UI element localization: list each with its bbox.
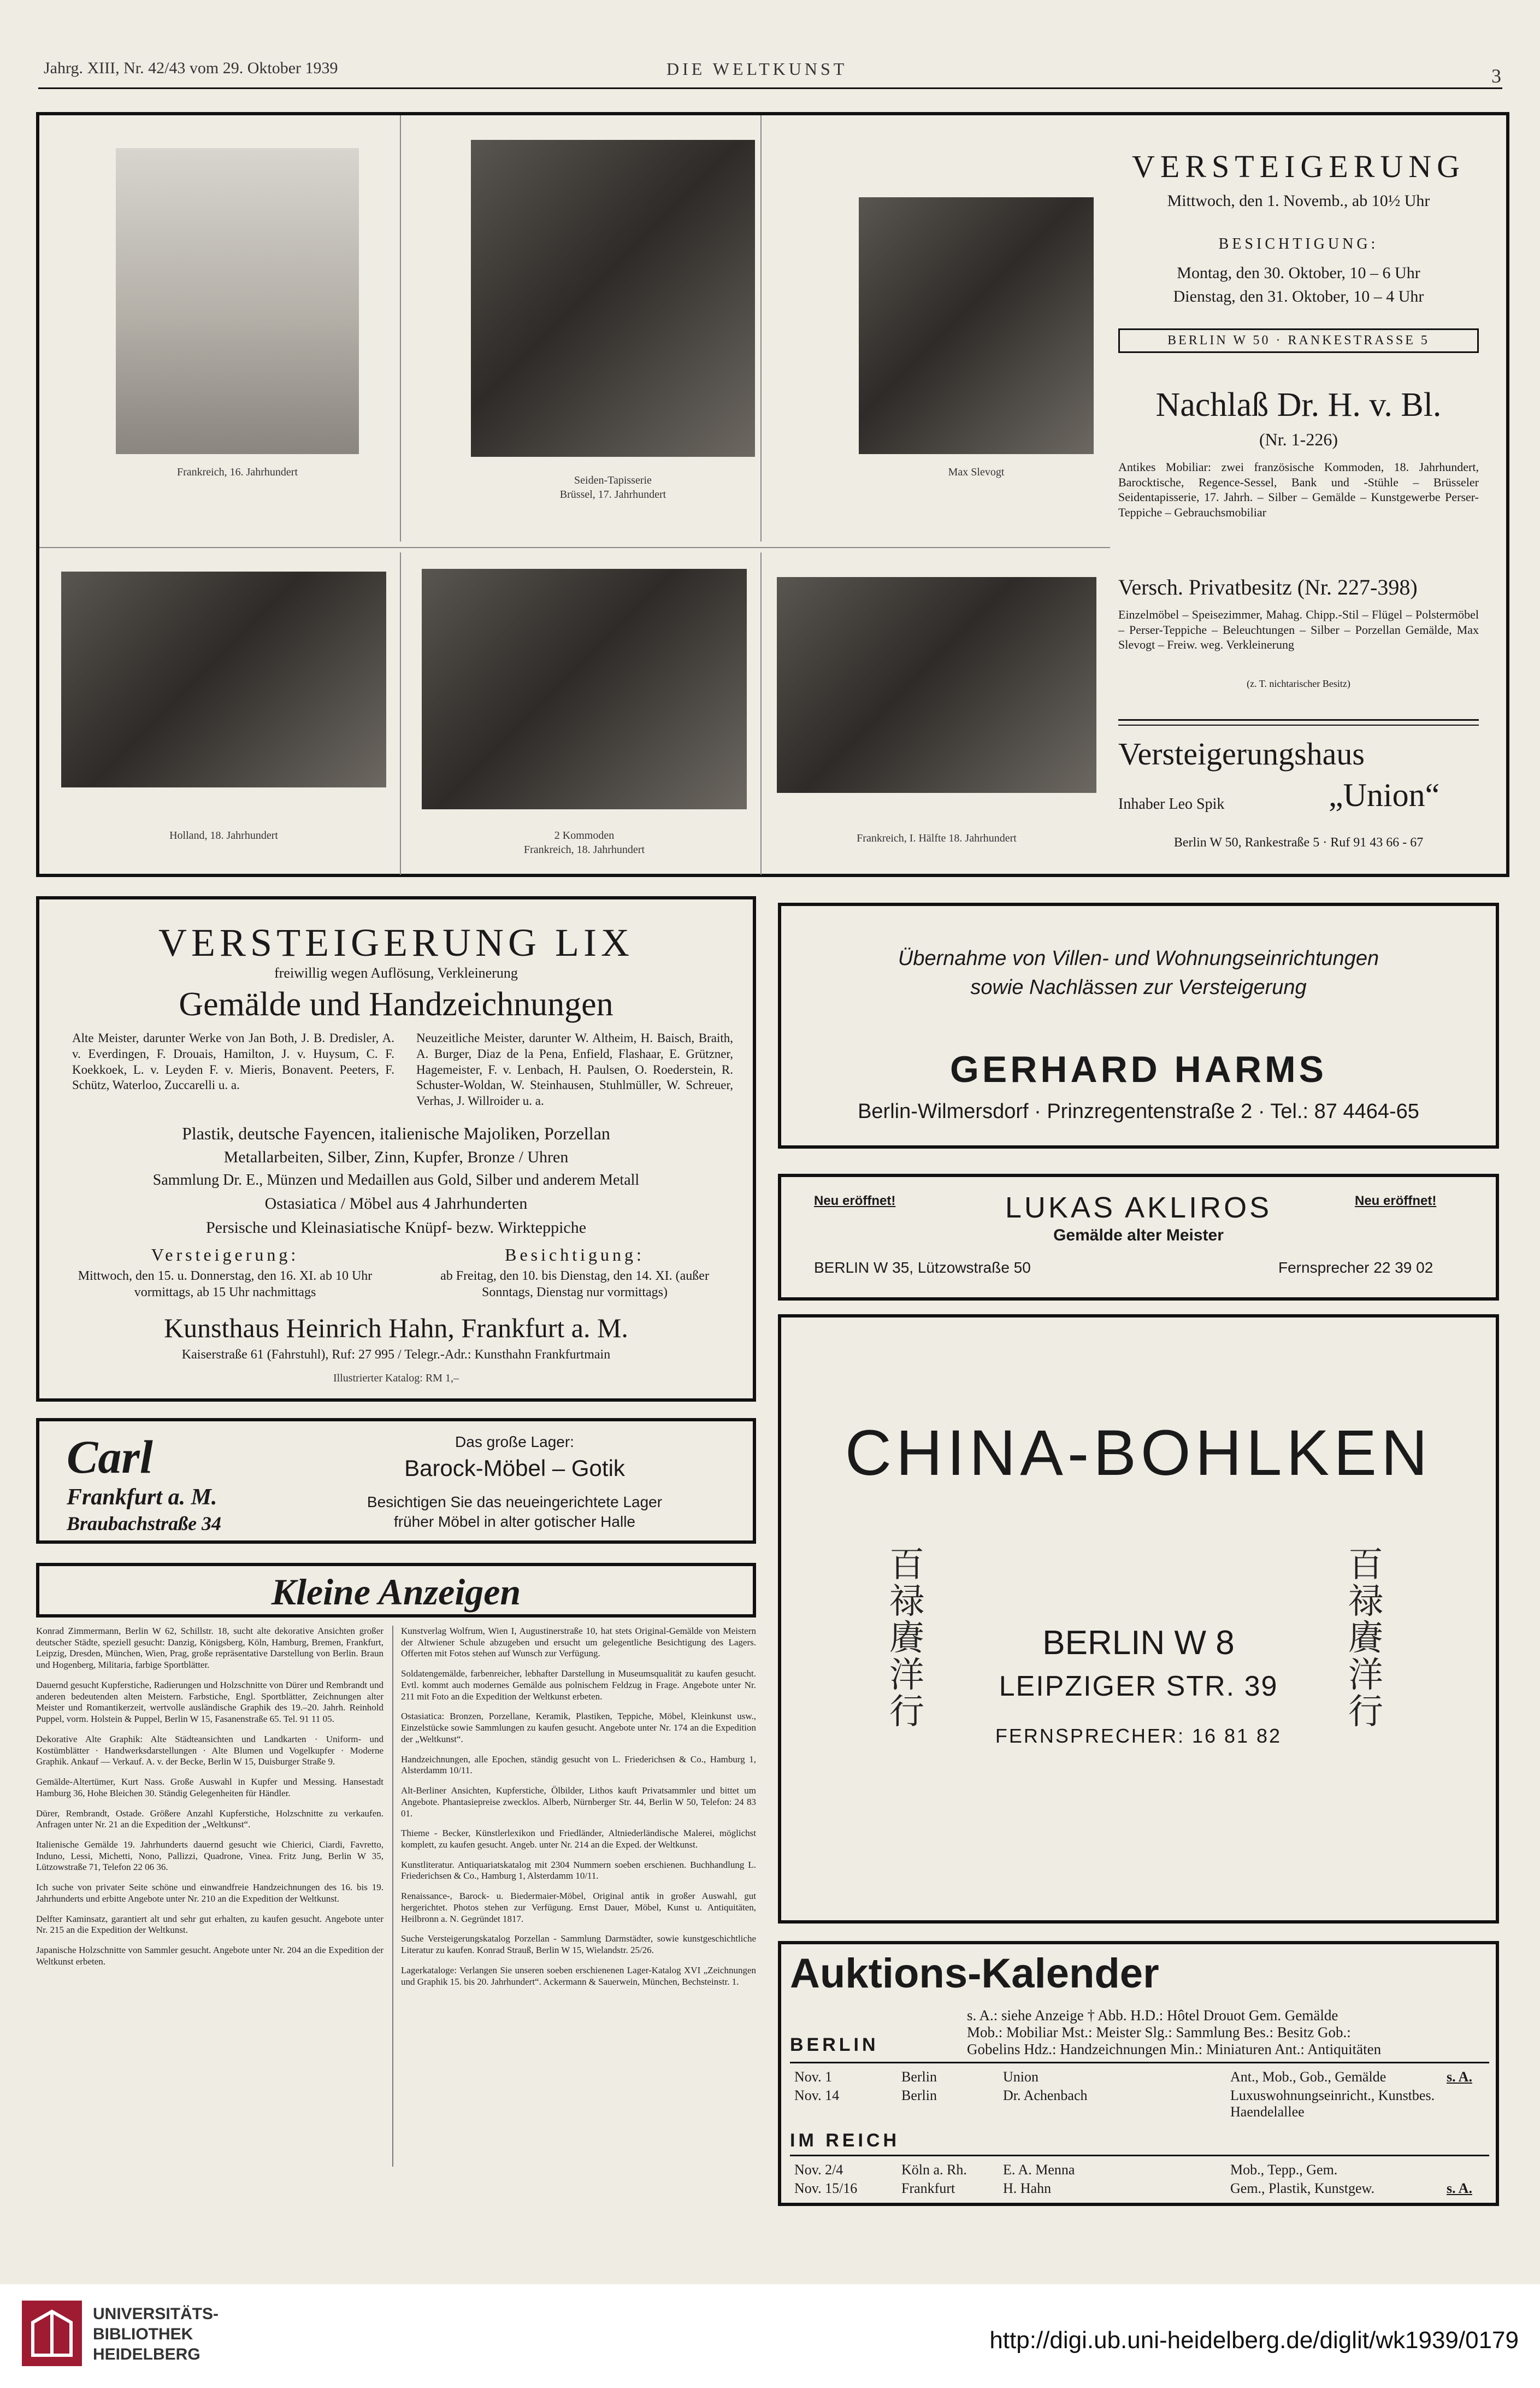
akliros-badge-right: Neu eröffnet! (1355, 1193, 1437, 1208)
harms-ad (778, 903, 1499, 1149)
classified-ad: Italienische Gemälde 19. Jahrhunderts dauernd gesucht wie Chierici, Ciardi, Favretto, Induno, Lessi, Michetti, Nono, Pallizzi, Quadrone, Vinea. Fritz Jung, Berlin W 35, Lützowstraße 71, Telefon 22 06 36. (36, 1839, 383, 1873)
lix-line-4: Ostasiatica / Möbel aus 4 Jahrhunderten (264, 1195, 528, 1213)
cjk-char: 賡 (889, 1618, 924, 1659)
photo-commodes (422, 569, 747, 809)
newspaper-title: DIE WELTKUNST (666, 59, 848, 79)
table-row (790, 2068, 1489, 2086)
divider-2 (760, 115, 762, 542)
kalender-legend-2: Mob.: Mobiliar Mst.: Meister Slg.: Sammlung Bes.: Besitz Gob.: (967, 2024, 1351, 2040)
row-ref: s. A. (1447, 2180, 1472, 2196)
classified-ad: Suche Versteigerungskatalog Porzellan - Sammlung Darmstädter, sowie kunstgeschichtliche Literatur zu kaufen. Konrad Strauß, Berlin W 15, Wielandstr. 25/26. (401, 1933, 756, 1956)
lix-versteigerung-head: Versteigerung: (151, 1245, 299, 1264)
lix-subheading: freiwillig wegen Auflösung, Verkleinerung (274, 965, 518, 981)
cjk-char: 洋 (889, 1655, 924, 1696)
akliros-subtitle: Gemälde alter Meister (1053, 1226, 1224, 1244)
row-date: Nov. 14 (794, 2087, 840, 2103)
union-ad (36, 112, 1509, 877)
photo-slevogt (859, 197, 1094, 454)
row-ref: s. A. (1447, 2069, 1472, 2085)
photo-tapestry (471, 140, 755, 457)
caption-cabinet: Frankreich, 16. Jahrhundert (176, 466, 298, 478)
row-items: Mob., Tepp., Gem. (1230, 2162, 1338, 2178)
lix-line-3: Sammlung Dr. E., Münzen und Medaillen aus Gold, Silber und anderem Metall (152, 1172, 640, 1189)
page-number: 3 (1491, 65, 1501, 87)
row-date: Nov. 15/16 (794, 2180, 858, 2196)
akliros-badge-left: Neu eröffnet! (814, 1193, 896, 1208)
union-footer: Berlin W 50, Rankestraße 5 · Ruf 91 43 66 - 67 (1173, 836, 1424, 850)
kalender-berlin-table (790, 2068, 1489, 2121)
privatbesitz-note: (z. T. nichtarischer Besitz) (1247, 678, 1350, 689)
classified-ad: Renaissance-, Barock- u. Biedermaier-Möbel, Original antik in großer Auswahl, gut hergerichtet. Photos stehen zur Verfügung. Ernst Dauer, Möbel, Kunst u. Antiquitäten, Heilbronn a. N. Gegründet 1817. (401, 1891, 756, 1924)
divider-1 (400, 115, 401, 542)
divider-4 (760, 552, 762, 875)
classified-ad: Kunstliteratur. Antiquariatskatalog mit 2304 Nummern soeben erschienen. Buchhandlung L. Friederichsen & Co., Hamburg 1, Alsterdamm 10/11. (401, 1859, 756, 1881)
union-double-rule-2 (1118, 725, 1479, 726)
table-row (790, 2179, 1489, 2198)
lix-modern-masters: Neuzeitliche Meister, darunter W. Altheim, H. Baisch, Braith, A. Burger, Diaz de la Pena, Enfield, Flashaar, E. Grützner, Hagemeister, F. v. Lenbach, H. Paulsen, O. Roederstein, R. Schuster-Woldan, W. Steinhausen, Stuhlmüller, W. Schreuer, Verhas, J. Willroider u. a. (416, 1031, 733, 1108)
lix-house: Kunsthaus Heinrich Hahn, Frankfurt a. M. (164, 1313, 628, 1343)
header-rule (38, 87, 1502, 89)
classified-ad: Delfter Kaminsatz, garantiert alt und sehr gut erhalten, zu kaufen gesucht. Angebote unter Nr. 215 an die Expedition der Weltkunst. (36, 1913, 383, 1936)
caption-table-holland: Holland, 18. Jahrhundert (169, 830, 278, 842)
akliros-address: BERLIN W 35, Lützowstraße 50 (814, 1259, 1031, 1276)
kalender-legend-3: Gobelins Hdz.: Handzeichnungen Min.: Miniaturen Ant.: Antiquitäten (967, 2041, 1382, 2057)
lix-old-masters: Alte Meister, darunter Werke von Jan Both, J. B. Dredisler, A. v. Everdingen, F. Drouais, Hamilton, J. v. Huysum, C. F. Koekkoek, L. v. Leyden F. v. Mieris, Bonavent. Peeters, F. Schütz, Waterloo, Zuccarelli u. a. (72, 1031, 394, 1092)
row-items: Ant., Mob., Gob., Gemälde (1230, 2069, 1386, 2085)
privatbesitz-title: Versch. Privatbesitz (Nr. 227-398) (1118, 575, 1418, 599)
china-phone: FERNSPRECHER: 16 81 82 (995, 1725, 1282, 1747)
classified-ad: Konrad Zimmermann, Berlin W 62, Schillstr. 18, sucht alte dekorative Ansichten großer deutscher Städte, speziell gesucht: Danzig, Königsberg, Köln, Hamburg, Bremen, Frankfurt, Leipzig, Dresden, München, Wien, Prag, große repräsentative Darstellung von Berlin. Braun und Hogenberg, Militaria, farbige Sportblätter. (36, 1626, 383, 1671)
carl-ad (36, 1418, 756, 1544)
kleine-anzeigen-column-divider (392, 1626, 393, 2167)
union-double-rule-1 (1118, 719, 1479, 721)
row-house: Dr. Achenbach (1003, 2087, 1088, 2103)
carl-name: Carl (67, 1431, 153, 1483)
library-name-3: HEIDELBERG (93, 2345, 200, 2363)
photo-table-holland (61, 572, 386, 787)
kleine-anzeigen-title-box (36, 1563, 756, 1618)
classified-ad: Kunstverlag Wolfrum, Wien I, Augustinerstraße 10, hat stets Original-Gemälde von Meistern der Altwiener Schule abzugeben und ersucht um gelegentliche Besichtigung des Lagers. Offerten mit Fotos stehen auf Wunsch zur Verfügung. (401, 1626, 756, 1659)
akliros-phone: Fernsprecher 22 39 02 (1278, 1259, 1433, 1276)
lix-versteigerung-text: Mittwoch, den 15. u. Donnerstag, den 16. XI. ab 10 Uhr vormittags, ab 15 Uhr nachmittags (78, 1269, 373, 1299)
row-city: Berlin (901, 2087, 937, 2103)
union-address-box: BERLIN W 50 · RANKESTRASSE 5 (1118, 328, 1479, 353)
china-bohlken-ad (778, 1314, 1499, 1924)
classified-ad: Ich suche von privater Seite schöne und einwandfreie Handzeichnungen des 16. bis 19. Jahrhunderts und erbitte Angebote unter Nr. 210 an die Expedition der Weltkunst. (36, 1882, 383, 1904)
kalender-berlin-heading: BERLIN (790, 2034, 879, 2055)
lix-title: Gemälde und Handzeichnungen (179, 986, 613, 1023)
lix-besichtigung-head: Besichtigung: (505, 1245, 645, 1264)
harms-line-2: sowie Nachlässen zur Versteigerung (970, 976, 1307, 999)
table-row (790, 2161, 1489, 2179)
carl-line-2: Barock-Möbel – Gotik (404, 1455, 625, 1481)
kalender-reich-heading: IM REICH (790, 2130, 900, 2151)
library-name-2: BIBLIOTHEK (93, 2325, 193, 2343)
classified-ad: Handzeichnungen, alle Epochen, ständig gesucht von L. Friederichsen & Co., Hamburg 1, Alsterdamm 10/11. (401, 1754, 756, 1776)
cjk-char: 禄 (889, 1581, 924, 1622)
footer-bar (0, 2284, 1540, 2388)
kalender-legend-1: s. A.: siehe Anzeige † Abb. H.D.: Hôtel Drouot Gem. Gemälde (967, 2007, 1338, 2024)
union-date: Mittwoch, den 1. Novemb., ab 10½ Uhr (1167, 192, 1430, 210)
cjk-char: 行 (889, 1691, 924, 1732)
row-date: Nov. 2/4 (794, 2162, 843, 2178)
caption-console-table: Frankreich, I. Hälfte 18. Jahrhundert (857, 832, 1017, 844)
carl-street: Braubachstraße 34 (67, 1513, 222, 1534)
akliros-ad (778, 1174, 1499, 1301)
privatbesitz-description: Einzelmöbel – Speisezimmer, Mahag. Chipp.-Stil – Flügel – Polstermöbel – Perser-Teppiche – Beleuchtungen – Silber – Porzellan Gemälde, Max Slevogt – Freiw. weg. Verkleinerung (1118, 608, 1479, 651)
library-name-1: UNIVERSITÄTS- (93, 2305, 219, 2323)
lix-catalog: Illustrierter Katalog: RM 1,– (333, 1372, 459, 1384)
classified-ad: Dauernd gesucht Kupferstiche, Radierungen und Holzschnitte von Dürer und Rembrandt und anderen bedeutenden alten Meistern. Farbstiche, Engl. Sportblätter, Zeichnungen alter Meister und Romantikerzeit, wertvolle ausländische Graphik des 19.–20. Jahrh. Reinhold Puppel, vorm. Holstein & Puppel, Berlin W 15, Fasanenstraße 65. Tel. 91 11 05. (36, 1679, 383, 1725)
table-row (790, 2086, 1489, 2121)
caption-slevogt: Max Slevogt (948, 466, 1005, 478)
cjk-char: 行 (1348, 1691, 1383, 1732)
cjk-char: 洋 (1348, 1655, 1383, 1696)
classified-ad: Soldatengemälde, farbenreicher, lebhafter Darstellung in Museumsqualität zu kaufen gesucht. Evtl. kommt auch modernes Gemälde aus polnischem Feldzug in Frage. Angebote unter Nr. 211 mit Foto an die Expedition der Weltkunst erbeten. (401, 1668, 756, 1702)
classified-ad: Thieme - Becker, Künstlerlexikon und Friedländer, Altniederländische Malerei, möglichst komplett, zu kaufen gesucht. Angeb. unter Nr. 214 an die Exped. der Weltkunst. (401, 1828, 756, 1850)
cjk-char: 百 (1348, 1545, 1383, 1585)
kleine-anzeigen-right-column (401, 1626, 756, 2172)
nachlass-title: Nachlaß Dr. H. v. Bl. (1155, 386, 1442, 424)
horizontal-divider (39, 547, 1110, 548)
classified-ad: Alt-Berliner Ansichten, Kupferstiche, Ölbilder, Lithos kauft Privatsammler und bittet um Angebote. Phantasiepreise zwecklos. Alberb, Nürnberger Str. 44, Berlin W 50, Telefon: 24 83 01. (401, 1785, 756, 1819)
harms-line-1: Übernahme von Villen- und Wohnungseinrichtungen (898, 947, 1379, 970)
kleine-anzeigen-title: Kleine Anzeigen (271, 1571, 521, 1613)
union-heading: VERSTEIGERUNG (1131, 149, 1466, 184)
row-house: H. Hahn (1003, 2180, 1052, 2196)
china-name: CHINA-BOHLKEN (845, 1417, 1432, 1489)
lix-line-5: Persische und Kleinasiatische Knüpf- bezw. Wirkteppiche (205, 1219, 587, 1237)
classified-ad: Dekorative Alte Graphik: Alte Städteansichten und Landkarten · Uniform- und Kostümblätter · Handwerksdarstellungen · Alte Blumen und Vogelkupfer · Moderne Graphik. Ankauf — Verkauf. A. v. der Becke, Berlin W 15, Duisburger Straße 9. (36, 1733, 383, 1767)
inhaber: Inhaber Leo Spik (1118, 796, 1225, 813)
kalender-rule-2 (790, 2155, 1489, 2156)
carl-line-3: Besichtigen Sie das neueingerichtete Lager (367, 1493, 663, 1510)
classified-ad: Ostasiatica: Bronzen, Porzellane, Keramik, Plastiken, Teppiche, Möbel, Kleinkunst usw., Einzelstücke sowie Sammlungen zu kaufen gesucht. Angebote unter Nr. 174 an die Expedition der „Weltkunst“. (401, 1711, 756, 1744)
versteigerungshaus: Versteigerungshaus (1118, 736, 1365, 772)
harms-address: Berlin-Wilmersdorf · Prinzregentenstraße 2 · Tel.: 87 4464-65 (858, 1100, 1419, 1123)
row-ref (1442, 2086, 1489, 2121)
row-ref (1442, 2161, 1489, 2179)
photo-cabinet (116, 148, 359, 454)
carl-line-4: früher Möbel in alter gotischer Halle (394, 1513, 635, 1530)
lix-line-1: Plastik, deutsche Fayencen, italienische Majoliken, Porzellan (182, 1124, 610, 1143)
carl-city: Frankfurt a. M. (67, 1485, 217, 1510)
union-name: „Union“ (1329, 777, 1440, 813)
kleine-anzeigen-left-column (36, 1626, 383, 2172)
china-street: LEIPZIGER STR. 39 (999, 1671, 1278, 1702)
row-city: Frankfurt (901, 2180, 955, 2196)
classified-ad: Gemälde-Altertümer, Kurt Nass. Große Auswahl in Kupfer und Messing. Hansestadt Hamburg 36, Hohe Bleichen 30. Ständig Gelegenheiten für Händler. (36, 1777, 383, 1798)
kalender-title: Auktions-Kalender (790, 1950, 1159, 1997)
besichtigung-label: BESICHTIGUNG: (1218, 236, 1379, 252)
row-date: Nov. 1 (794, 2069, 833, 2085)
caption-commodes: 2 Kommoden Frankreich, 18. Jahrhundert (523, 830, 645, 856)
row-items: Luxuswohnungseinricht., Kunstbes. Haendelallee (1230, 2087, 1435, 2120)
carl-line-1: Das große Lager: (455, 1433, 574, 1450)
lix-address: Kaiserstraße 61 (Fahrstuhl), Ruf: 27 995 / Telegr.-Adr.: Kunsthahn Frankfurtmain (181, 1348, 611, 1362)
cjk-char: 賡 (1348, 1618, 1383, 1659)
lix-line-2: Metallarbeiten, Silber, Zinn, Kupfer, Bronze / Uhren (223, 1148, 569, 1166)
library-logo-icon (22, 2301, 82, 2366)
source-url-link[interactable]: http://digi.ub.uni-heidelberg.de/diglit/wk1939/0179 (989, 2327, 1519, 2354)
kalender-rule-1 (790, 2062, 1489, 2063)
nachlass-description: Antikes Mobiliar: zwei französische Kommoden, 18. Jahrhundert, Barocktische, Regence-Sessel, Bank und -Stühle – Brüsseler Seidentapisserie, 17. Jahrh. – Silber – Gemälde – Kunstgewerbe Perser-Teppiche – Gebrauchsmobiliar (1118, 460, 1479, 519)
auktions-kalender (778, 1941, 1499, 2206)
row-items: Gem., Plastik, Kunstgew. (1230, 2180, 1375, 2196)
besichtigung-day-2: Dienstag, den 31. Oktober, 10 – 4 Uhr (1173, 287, 1424, 305)
harms-name: GERHARD HARMS (950, 1049, 1327, 1090)
photo-console-table (777, 577, 1096, 793)
caption-tapestry: Seiden-Tapisserie Brüssel, 17. Jahrhundert (559, 474, 666, 501)
row-house: Union (1003, 2069, 1039, 2085)
cjk-char: 百 (889, 1545, 924, 1585)
cjk-char: 禄 (1348, 1581, 1383, 1622)
row-house: E. A. Menna (1003, 2162, 1075, 2178)
lix-heading: VERSTEIGERUNG LIX (158, 921, 634, 964)
kalender-reich-table (790, 2161, 1489, 2198)
divider-3 (400, 552, 401, 875)
row-city: Berlin (901, 2069, 937, 2085)
nachlass-numbers: (Nr. 1-226) (1259, 430, 1338, 449)
china-city: BERLIN W 8 (1042, 1624, 1235, 1662)
besichtigung-day-1: Montag, den 30. Oktober, 10 – 6 Uhr (1177, 264, 1420, 282)
lix-ad (36, 896, 756, 1402)
issue-line: Jahrg. XIII, Nr. 42/43 vom 29. Oktober 1939 (44, 59, 338, 77)
classified-ad: Lagerkataloge: Verlangen Sie unseren soeben erschienenen Lager-Katalog XVI „Zeichnungen und Graphik 15. bis 20. Jahrhundert“. Ackermann & Sauerwein, München, Bechsteinstr. 1. (401, 1964, 756, 1987)
akliros-name: LUKAS AKLIROS (1005, 1191, 1272, 1224)
row-city: Köln a. Rh. (901, 2162, 967, 2178)
lix-besichtigung-text: ab Freitag, den 10. bis Dienstag, den 14. XI. (außer Sonntags, Dienstag nur vormittags) (440, 1269, 709, 1299)
classified-ad: Dürer, Rembrandt, Ostade. Größere Anzahl Kupferstiche, Holzschnitte zu verkaufen. Anfragen unter Nr. 21 an die Expedition der „Weltkunst“. (36, 1808, 383, 1830)
classified-ad: Japanische Holzschnitte von Sammler gesucht. Angebote unter Nr. 204 an die Expedition der Weltkunst erbeten. (36, 1945, 383, 1967)
